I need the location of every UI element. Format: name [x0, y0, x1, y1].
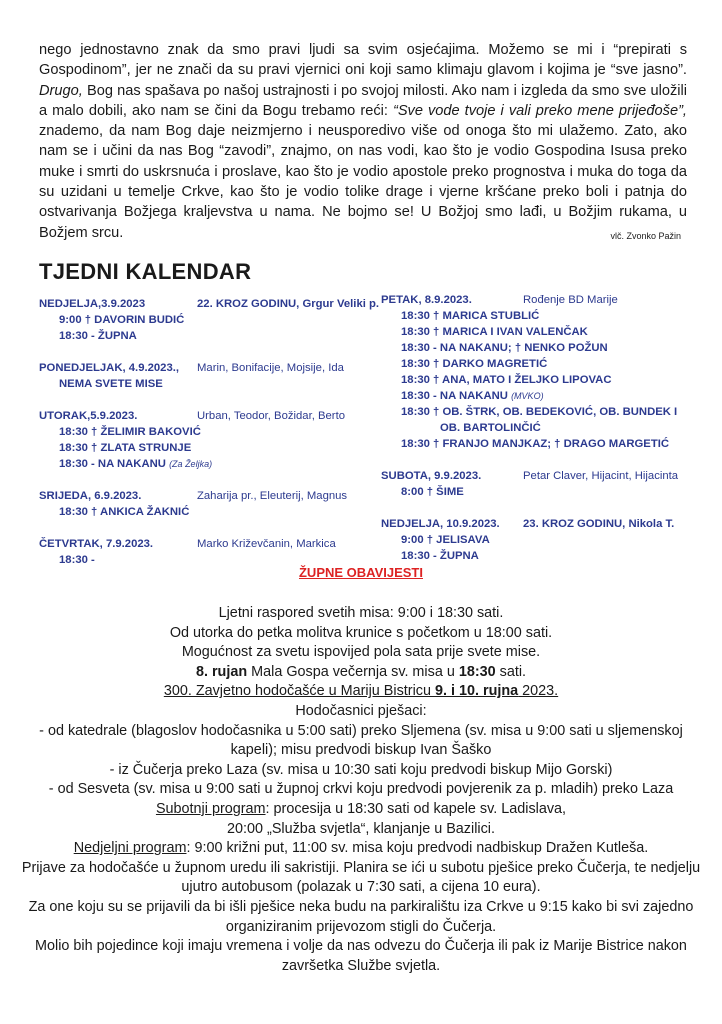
calendar-title: TJEDNI KALENDAR	[39, 259, 252, 284]
day-header	[39, 296, 380, 312]
calendar-day	[381, 292, 696, 452]
notice-line: Od utorka do petka molitva krunice s početkom u 18:00 sati.	[169, 624, 553, 641]
day-name: ČETVRTAK, 7.9.2023.	[39, 538, 154, 550]
mass-entry	[381, 532, 696, 548]
notice-line: Mogućnost za svetu ispovijed pola sata prije svete mise.	[181, 644, 541, 661]
feast-name: Zaharija pr., Eleuterij, Magnus	[197, 490, 348, 502]
notice-line: Za one koju su se prijavili da bi išli pješice neka budu na parkiralištu iza Crkve u 9:15 kako bi svi zajedno organiziranim prijevozom stigli do Čučerja.	[28, 898, 694, 935]
mass-note: (Za Željka)	[169, 459, 213, 469]
calendar-day	[39, 536, 369, 568]
mass-text: 18:30 - NA NAKANU	[401, 390, 508, 402]
mass-entry	[39, 456, 369, 472]
mass-entry	[39, 440, 369, 456]
calendar-day	[39, 360, 369, 392]
notice-line: - od katedrale (blagoslov hodočasnika u 5:00 sati) preko Sljemena (sv. misa u 9:00 sati u sljemenskoj kapeli); misu predvodi biskup Ivan Šaško	[39, 722, 683, 759]
mass-entry	[39, 328, 369, 344]
mass-text: 18:30 - NA NAKANU	[59, 458, 166, 470]
feast-name: Urban, Teodor, Božidar, Berto	[197, 410, 345, 422]
feast-name: Marin, Bonifacije, Mojsije, Ida	[197, 362, 344, 374]
calendar-left-column	[39, 296, 380, 584]
mass-entry	[381, 548, 696, 564]
mass-entry	[381, 324, 696, 340]
day-header	[39, 536, 369, 552]
notice-line: - od Sesveta (sv. misa u 9:00 sati u župnoj crkvi koju predvodi povjerenik za p. mladih) preko Laza	[48, 781, 674, 798]
mass-entry: 18:30 † FRANJO MANJKAZ; † DRAGO MARGETIĆ	[401, 438, 670, 450]
mass-text: 9:00 † DAVORIN BUDIĆ	[59, 314, 185, 326]
mass-entry	[381, 372, 696, 388]
calendar-right-column	[381, 292, 696, 580]
day-header	[381, 516, 696, 532]
mass-text: 18:30 † ZLATA STRUNJE	[59, 442, 192, 454]
mass-entry	[39, 312, 369, 328]
mass-continuation: OB. BARTOLINČIĆ	[440, 422, 541, 434]
mass-text: 18:30 † DARKO MAGRETIĆ	[401, 358, 548, 370]
day-name: PETAK, 8.9.2023.	[381, 294, 472, 306]
calendar-day	[39, 408, 369, 472]
mass-text: 18:30 - ŽUPNA	[401, 550, 479, 562]
intro-paragraph: nego jednostavno znak da smo pravi ljudi sa svim osjećajima. Možemo se mi i “prepirati s Gospodinom”, jer ne znači da su pravi vjernici oni koji samo klimaju glavom i kojima je “sve jasno”. Drugo, Bog nas spašava po našoj ustrajnosti i po svojoj milosti. Ako nam i izgleda da smo sve uložili a malo dobili, ako nam se čini da Bogu trebamo reći: “Sve vode tvoje i vali preko mene prijeđoše”, znademo, da nam Bog daje neizmjerno i neusporedivo više od onoga što mi ulažemo. Zato, ako nam se i učini da nas Bog “zavodi”, znajmo, on nas vodi, kao što je vodio Gospodina Isusa preko muke i smrti do uskrsnuća i proslave, kao što je vodio apostole preko prognostva i muka do toga da su uzidani u temelje Crkve, kao što je vodio tolike drage i vjerne kršćane preko boli i patnja do ostvarivanja Božjega kraljevstva u nama. Ne bojmo se! U Božjoj smo lađi, u Božjim rukama, u Božjem srcu.	[39, 42, 687, 241]
mass-entry	[39, 504, 369, 520]
mass-entry	[39, 376, 369, 392]
feast-name: Marko Križevčanin, Markica	[197, 538, 336, 550]
mass-text: 18:30 † ANA, MATO I ŽELJKO LIPOVAC	[401, 374, 612, 386]
mass-entry	[381, 388, 696, 404]
day-name: NEDJELJA, 10.9.2023.	[381, 518, 500, 530]
mass-text: 18:30 † ANKICA ŽAKNIĆ	[59, 506, 190, 518]
notice-line: 20:00 „Služba svjetla“, klanjanje u Bazilici.	[227, 820, 495, 837]
day-header	[381, 292, 696, 308]
mass-entry	[381, 340, 696, 356]
mass-text: 18:30 - ŽUPNA	[59, 330, 137, 342]
calendar-day	[381, 516, 696, 564]
mass-entry	[381, 484, 696, 500]
notices-title: ŽUPNE OBAVIJESTI	[298, 565, 423, 580]
mass-text: 8:00 † ŠIME	[401, 486, 464, 498]
feast-name: 22. KROZ GODINU, Grgur Veliki p.	[197, 298, 380, 310]
drugo-word: Drugo,	[39, 82, 83, 99]
parish-notices	[20, 604, 702, 976]
intro-text	[39, 40, 687, 243]
mass-entry	[381, 308, 696, 324]
feast-name: Petar Claver, Hijacint, Hijacinta	[523, 470, 679, 482]
signature: vlč. Zvonko Pažin	[610, 230, 681, 241]
notice-line: Hodočasnici pješaci:	[295, 702, 427, 719]
day-name: NEDJELJA,3.9.2023	[39, 298, 146, 310]
day-header	[39, 408, 369, 424]
day-header	[381, 468, 696, 484]
notice-line: Prijave za hodočašće u župnom uredu ili sakristiji. Planira se ići u subotu pješice preko Čučerja, te nedjelju ujutro autobusom (polazak u 7:30 sati, a cijena 10 eura).	[21, 859, 701, 896]
mass-entry	[39, 424, 369, 440]
calendar-day	[39, 488, 369, 520]
calendar-day	[39, 296, 380, 344]
mass-note: (MVKO)	[511, 391, 544, 401]
mass-text: 18:30 -	[59, 554, 95, 566]
day-name: UTORAK,5.9.2023.	[39, 410, 138, 422]
mass-text: 9:00 † JELISAVA	[401, 534, 490, 546]
mass-entry	[381, 356, 696, 372]
mass-text: NEMA SVETE MISE	[59, 378, 163, 390]
notice-line: - iz Čučerja preko Laza (sv. misa u 10:30 sati koju predvodi biskup Mijo Gorski)	[109, 761, 613, 778]
mass-text: 18:30 † MARICA I IVAN VALENČAK	[401, 326, 588, 338]
day-header	[39, 488, 369, 504]
calendar-day	[381, 468, 696, 500]
notice-line: Subotnji program: procesija u 18:30 sati od kapele sv. Ladislava,	[155, 800, 567, 817]
day-name: SUBOTA, 9.9.2023.	[381, 470, 482, 482]
notice-line: 300. Zavjetno hodočašće u Mariju Bistricu 9. i 10. rujna 2023.	[163, 683, 559, 700]
feast-name: 23. KROZ GODINU, Nikola T.	[523, 518, 675, 530]
notice-line: Ljetni raspored svetih misa: 9:00 i 18:30 sati.	[218, 605, 504, 621]
mass-text: 18:30 † ŽELIMIR BAKOVIĆ	[59, 426, 201, 438]
mass-text: 18:30 † MARICA STUBLIĆ	[401, 310, 540, 322]
feast-name: Rođenje BD Marije	[523, 294, 618, 306]
psalm-quote: “Sve vode tvoje i vali preko mene prijeđoše”,	[392, 102, 687, 119]
day-header	[39, 360, 369, 376]
notice-line: 8. rujan Mala Gospa večernja sv. misa u 18:30 sati.	[195, 663, 527, 680]
notice-line: Nedjeljni program: 9:00 križni put, 11:00 sv. misa koju predvodi nadbiskup Dražen Kutleša.	[73, 840, 649, 857]
notice-line: Molio bih pojedince koji imaju vremena i volje da nas odvezu do Čučerja ili pak iz Marije Bistrice nakon završetka Službe svjetla.	[35, 938, 687, 974]
mass-entry: 18:30 † OB. ŠTRK, OB. BEDEKOVIĆ, OB. BUNDEK I	[401, 406, 678, 418]
day-name: SRIJEDA, 6.9.2023.	[39, 490, 142, 502]
mass-text: 18:30 - NA NAKANU; † NENKO POŽUN	[401, 342, 608, 354]
day-name: PONEDJELJAK, 4.9.2023.,	[39, 362, 180, 374]
